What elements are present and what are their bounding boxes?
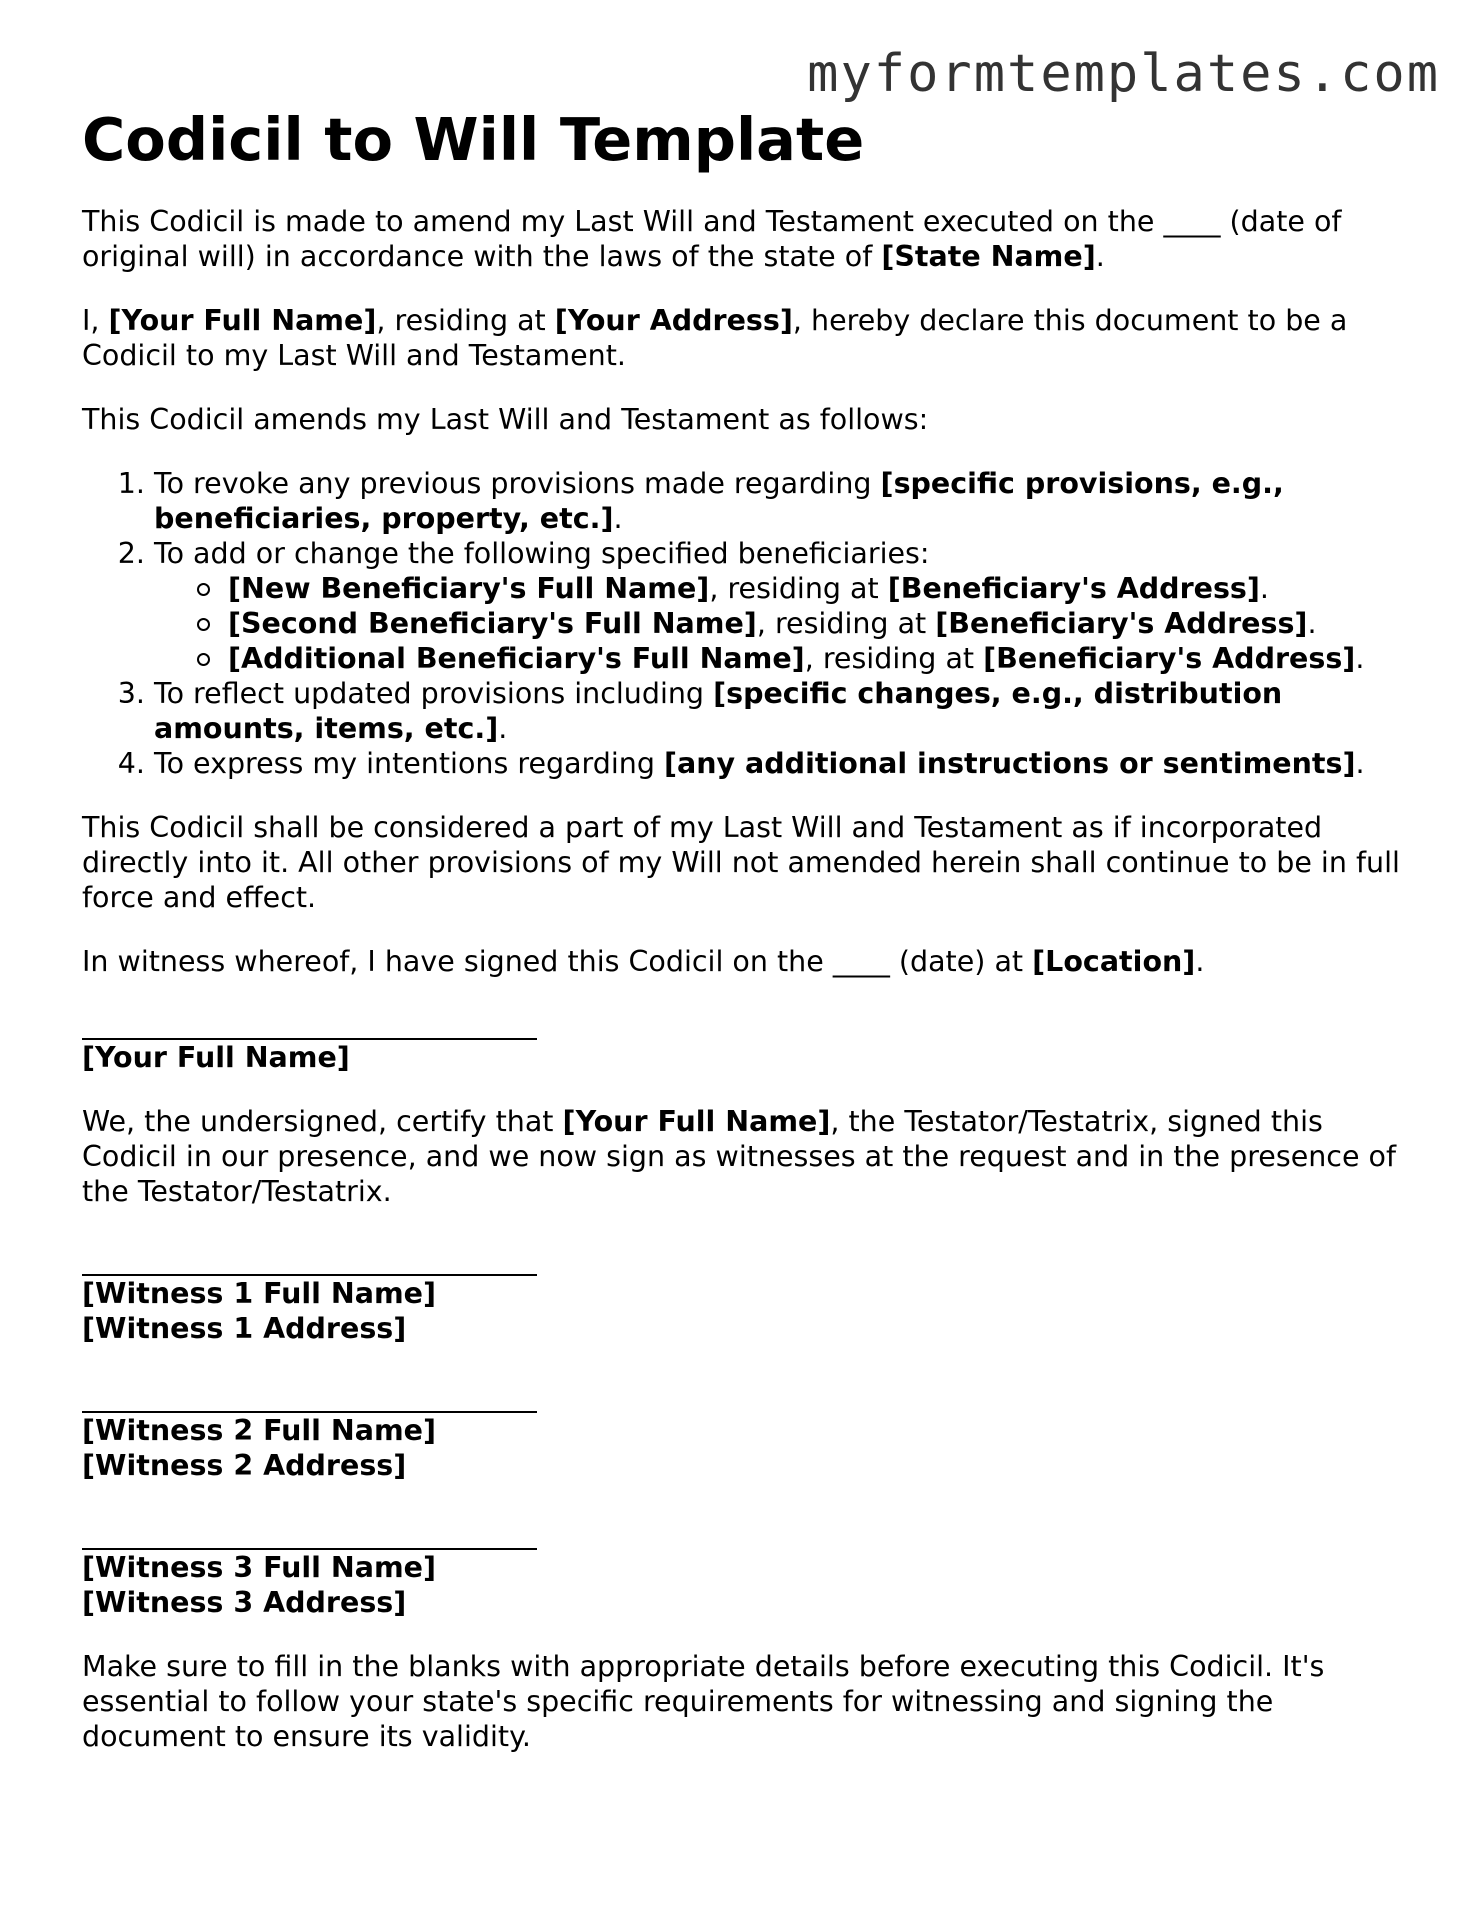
witness-clause xyxy=(82,944,1412,979)
certification-paragraph xyxy=(82,1104,1412,1209)
beneficiary-address: [Beneficiary's Address] xyxy=(983,642,1356,675)
beneficiary-item xyxy=(228,571,1412,606)
beneficiary-name: [Additional Beneficiary's Full Name] xyxy=(228,642,805,675)
beneficiary-item xyxy=(228,606,1412,641)
beneficiary-address: [Beneficiary's Address] xyxy=(935,607,1308,640)
beneficiary-mid: , residing at xyxy=(709,572,888,605)
beneficiary-name: [Second Beneficiary's Full Name] xyxy=(228,607,757,640)
page-title: Codicil to Will Template xyxy=(82,105,865,174)
signature-line[interactable] xyxy=(82,1518,537,1550)
declaration-paragraph xyxy=(82,303,1412,373)
certification-suffix: , the Testator/Testatrix, signed this Codicil in our presence, and we now sign as witnesses at the request and in the presence of the Testator/Testatrix. xyxy=(82,1105,1397,1208)
declaration-prefix: I, xyxy=(82,304,109,337)
witness-name: [Witness 2 Full Name] xyxy=(82,1414,437,1447)
witness-signature-block xyxy=(82,1381,1412,1483)
beneficiary-address: [Beneficiary's Address] xyxy=(887,572,1260,605)
witness-signature-block xyxy=(82,1244,1412,1346)
item-text: To revoke any previous provisions made regarding xyxy=(154,467,881,500)
beneficiary-list xyxy=(154,571,1412,676)
item-end: . xyxy=(613,502,623,535)
incorporation-paragraph: This Codicil shall be considered a part of my Last Will and Testament as if incorporated directly into it. All other provisions of my Will not amended herein shall continue to be in full force and effect. xyxy=(82,811,1400,914)
document-body xyxy=(82,100,1412,1783)
declaration-suffix: , hereby declare this document to be a Codicil to my Last Will and Testament. xyxy=(82,304,1348,372)
beneficiary-end: . xyxy=(1259,572,1269,605)
item-text: To express my intentions regarding xyxy=(154,747,664,780)
witness-clause-end: . xyxy=(1195,945,1205,978)
testator-name-placeholder: [Your Full Name] xyxy=(108,304,377,337)
beneficiary-end: . xyxy=(1307,607,1317,640)
signature-line[interactable] xyxy=(82,1008,537,1040)
intro-paragraph xyxy=(82,204,1412,274)
site-watermark: myformtemplates.com xyxy=(807,44,1440,104)
testator-signature-block xyxy=(82,1008,1412,1075)
witness-address: [Witness 3 Address] xyxy=(82,1586,407,1619)
beneficiary-mid: , residing at xyxy=(756,607,936,640)
witness-name: [Witness 3 Full Name] xyxy=(82,1551,437,1584)
beneficiary-name: [New Beneficiary's Full Name] xyxy=(228,572,710,605)
certification-prefix: We, the undersigned, certify that xyxy=(82,1105,563,1138)
amendment-item-add xyxy=(154,536,1412,676)
item-end: . xyxy=(1355,747,1365,780)
intro-text: This Codicil is made to amend my Last Will and Testament executed on the ____ (date of original will) in accordance with the laws of the state of xyxy=(82,205,1342,273)
beneficiary-item xyxy=(228,641,1412,676)
item-text: To add or change the following specified beneficiaries: xyxy=(154,537,930,570)
beneficiary-mid: , residing at xyxy=(804,642,984,675)
witness-address: [Witness 2 Address] xyxy=(82,1449,407,1482)
item-end: . xyxy=(498,712,508,745)
item-placeholder: [specific changes, e.g., distribution amounts, items, etc.] xyxy=(154,677,1283,745)
witness-address: [Witness 1 Address] xyxy=(82,1312,407,1345)
location-placeholder: [Location] xyxy=(1032,945,1196,978)
witness-clause-text: In witness whereof, I have signed this Codicil on the ____ (date) at xyxy=(82,945,1033,978)
amendment-list xyxy=(82,466,1412,781)
testator-signature-name: [Your Full Name] xyxy=(82,1041,350,1074)
item-text: To reflect updated provisions including xyxy=(154,677,714,710)
amendment-item-revoke xyxy=(154,466,1412,536)
witness-signature-block xyxy=(82,1518,1412,1620)
amendment-item-express xyxy=(154,746,1412,781)
state-placeholder: [State Name] xyxy=(881,240,1096,273)
testator-address-placeholder: [Your Address] xyxy=(554,304,793,337)
amendment-item-reflect xyxy=(154,676,1412,746)
signature-line[interactable] xyxy=(82,1381,537,1413)
beneficiary-end: . xyxy=(1355,642,1365,675)
declaration-mid: , residing at xyxy=(376,304,555,337)
closing-note: Make sure to fill in the blanks with appropriate details before executing this Codicil. It's essential to follow your state's specific requirements for witnessing and signing the document to ensure its validity. xyxy=(82,1650,1325,1753)
witness-name: [Witness 1 Full Name] xyxy=(82,1277,437,1310)
item-placeholder: [specific provisions, e.g., beneficiaries, property, etc.] xyxy=(154,467,1284,535)
item-placeholder: [any additional instructions or sentiments] xyxy=(664,747,1356,780)
certification-name: [Your Full Name] xyxy=(562,1105,831,1138)
amends-lead: This Codicil amends my Last Will and Testament as follows: xyxy=(82,403,929,436)
signature-line[interactable] xyxy=(82,1244,537,1276)
intro-end: . xyxy=(1095,240,1105,273)
